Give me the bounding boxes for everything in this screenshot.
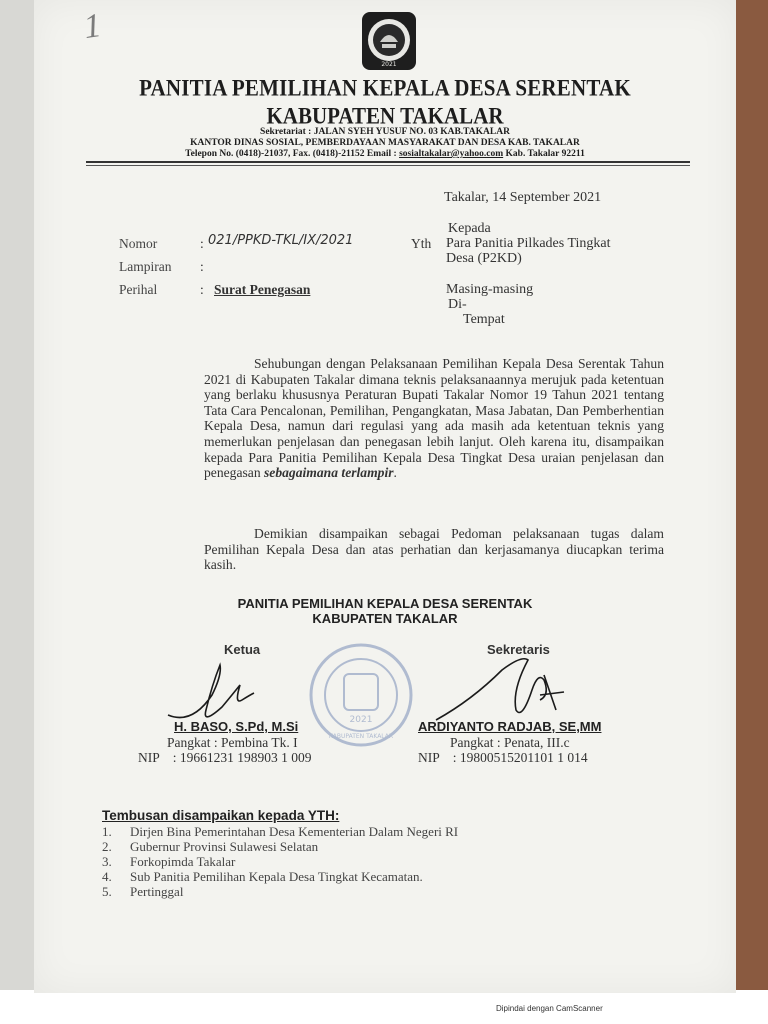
list-item: 1. Dirjen Bina Pemerintahan Desa Kementerian Dalam Negeri RI — [102, 824, 459, 839]
para2-text: Demikian disampaikan sebagai Pedoman pelaksanaan tugas dalam Pemilihan Kepala Desa dan atas perhatian dan kerjasamanya diucapkan terima kasih. — [204, 526, 664, 573]
list-item: 2. Gubernur Provinsi Sulawesi Selatan — [102, 839, 319, 854]
header-title-2: KABUPATEN TAKALAR — [266, 102, 504, 130]
recipient-line-1: Para Panitia Pilkades Tingkat — [446, 236, 611, 251]
yth: Yth — [411, 236, 432, 251]
secretariat-text: Sekretariat : JALAN SYEH YUSUF NO. 03 KAB.TAKALAR — [260, 127, 510, 137]
perihal-colon: : — [200, 282, 204, 297]
page-mark: 1 — [81, 7, 104, 47]
signature-org-2: KABUPATEN TAKALAR — [312, 611, 458, 626]
header-secretariat — [34, 127, 736, 137]
contact-prefix: Telepon No. (0418)-21037, Fax. (0418)-21152 Email : — [185, 149, 400, 159]
list-item: 4. Sub Panitia Pemilihan Kepala Desa Tingkat Kecamatan. — [102, 869, 423, 884]
header-rule-thick — [86, 161, 690, 163]
nomor-value: 021/PPKD-TKL/IX/2021 — [208, 233, 354, 248]
scanner-footer: Dipindai dengan CamScanner — [496, 1004, 603, 1013]
body-paragraph-1 — [204, 356, 664, 481]
header-rule-thin — [86, 165, 690, 166]
perihal-label: Perihal — [119, 282, 158, 297]
contact-suffix: Kab. Takalar 92211 — [503, 149, 585, 159]
lampiran-colon: : — [200, 259, 204, 274]
logo-year: 2021 — [381, 61, 397, 68]
ketua-name: H. BASO, S.Pd, M.Si — [174, 719, 299, 734]
kepada: Kepada — [448, 221, 491, 236]
official-stamp-icon — [306, 640, 416, 750]
contact-email: sosialtakalar@yahoo.com — [399, 149, 504, 159]
tempat: Tempat — [463, 312, 505, 327]
place-date: Takalar, 14 September 2021 — [444, 190, 602, 205]
para1-main: Sehubungan dengan Pelaksanaan Pemilihan Kepala Desa Serentak Tahun 2021 di Kabupaten Takalar dimana teknis pelaksanaannya merujuk pada ketentuan yang berlaku khususnya Peraturan Bupati Takalar Nomor 19 Tahun 2021 tentang Tata Cara Pencalonan, Pemilihan, Pengangkatan, Masa Jabatan, Dan Pemberhentian Kepala Desa, namun dari regulasi yang ada masih ada ketentuan teknis yang memerlukan penjelasan dan penegasan lebih lanjut. Oleh karena itu, disampaikan kepada Para Panitia Pemilihan Kepala Desa Tingkat Desa uraian penjelasan dan penegasan — [204, 356, 664, 481]
regency-logo-icon — [360, 10, 418, 72]
masing-masing: Masing-masing — [446, 282, 534, 297]
lampiran-label: Lampiran — [119, 259, 172, 274]
tembusan-title: Tembusan disampaikan kepada YTH: — [102, 808, 340, 823]
tembusan-list — [102, 824, 458, 899]
nomor-colon: : — [200, 236, 204, 251]
sekretaris-label: Sekretaris — [487, 642, 550, 657]
sekretaris-signature-icon — [432, 650, 582, 725]
header-contact — [34, 149, 736, 159]
ketua-rank: Pangkat : Pembina Tk. I — [167, 735, 298, 750]
signature-org-1: PANITIA PEMILIHAN KEPALA DESA SERENTAK — [237, 596, 533, 611]
ketua-nip: NIP : 19661231 198903 1 009 — [138, 750, 312, 765]
para1-end: . — [393, 465, 397, 481]
perihal-value: Surat Penegasan — [214, 282, 311, 297]
sekretaris-nip: NIP : 19800515201101 1 014 — [418, 750, 588, 765]
stamp-year: 2021 — [349, 715, 373, 725]
para1-emphasis: sebagaimana terlampir — [264, 465, 394, 481]
stamp-text: KABUPATEN TAKALAR — [328, 733, 394, 740]
header-office: KANTOR DINAS SOSIAL, PEMBERDAYAAN MASYARAKAT DAN DESA KAB. TAKALAR — [190, 138, 580, 148]
sekretaris-name: ARDIYANTO RADJAB, SE,MM — [418, 719, 602, 734]
header-title-1: PANITIA PEMILIHAN KEPALA DESA SERENTAK — [139, 74, 631, 102]
ketua-label: Ketua — [224, 642, 261, 657]
body-paragraph-2 — [204, 526, 664, 573]
sekretaris-rank: Pangkat : Penata, III.c — [450, 735, 570, 750]
background-bottom — [0, 990, 768, 1024]
list-item: 3. Forkopimda Takalar — [102, 854, 236, 869]
nomor-label: Nomor — [119, 236, 158, 251]
recipient-line-2: Desa (P2KD) — [446, 251, 522, 266]
di: Di- — [448, 297, 467, 312]
letter-page — [34, 0, 736, 993]
ketua-signature-icon — [162, 655, 282, 725]
list-item: 5. Pertinggal — [102, 884, 184, 899]
